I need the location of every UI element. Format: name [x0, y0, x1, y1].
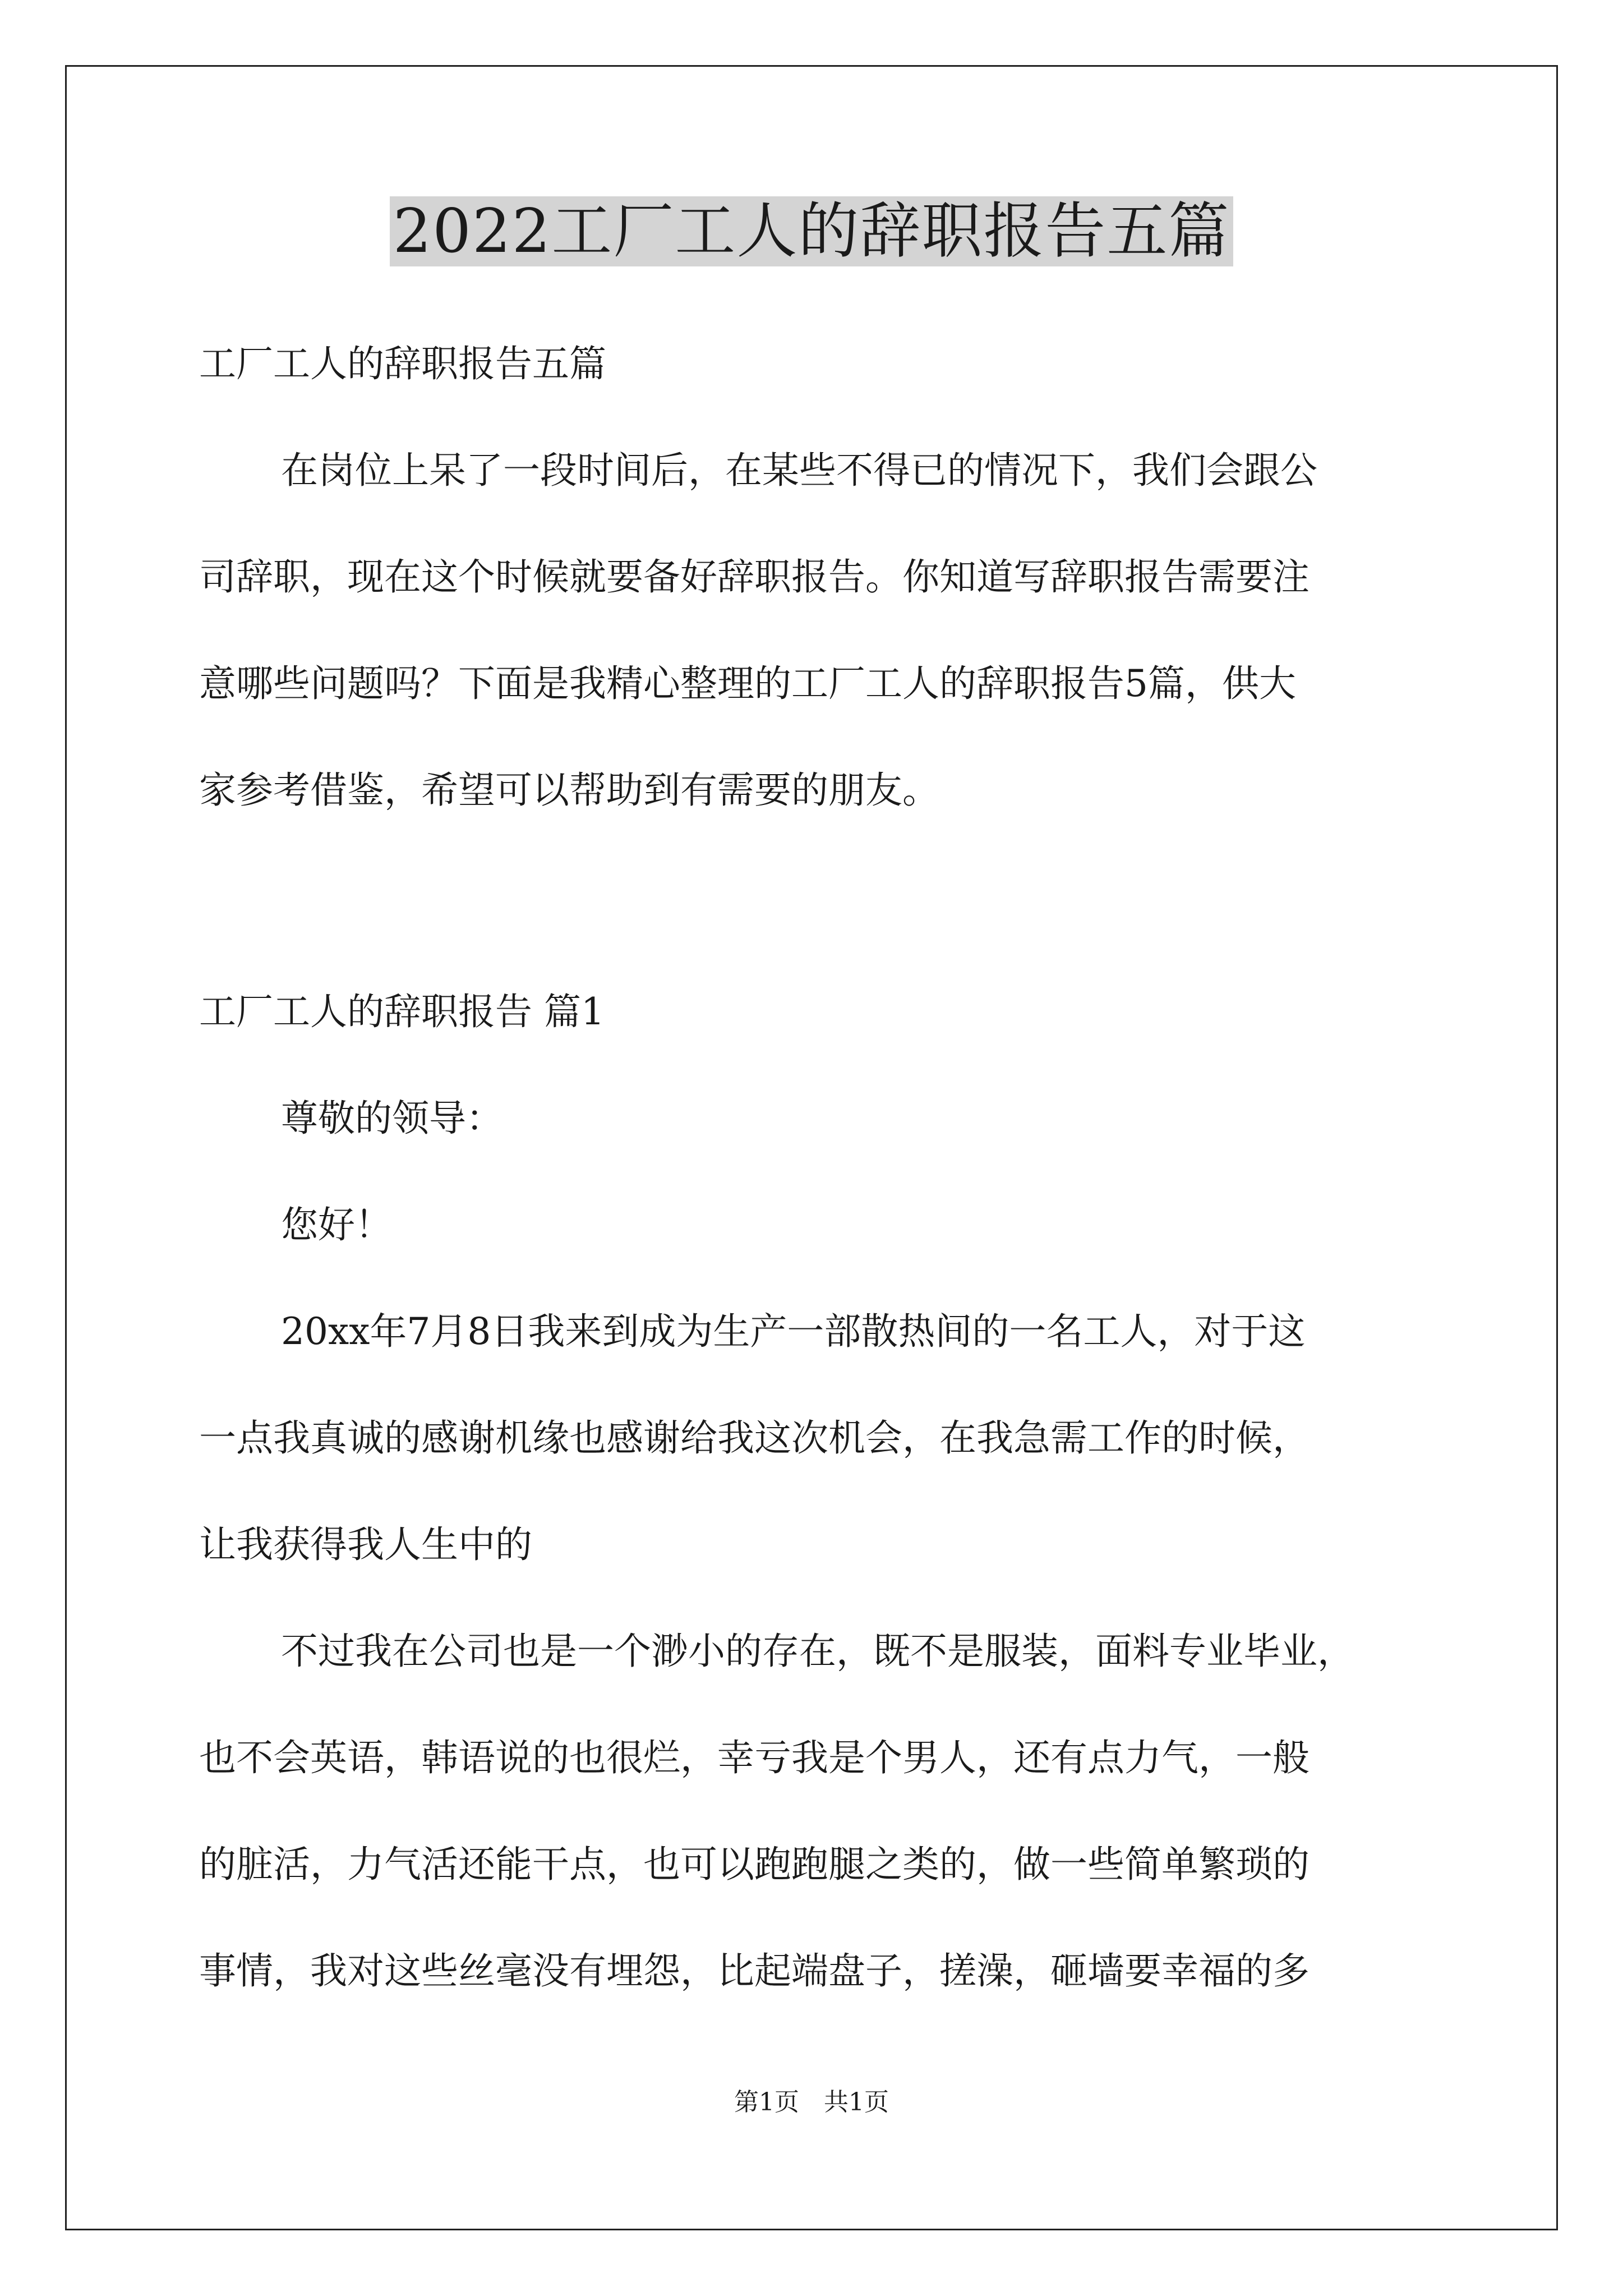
intro-line-3: 意哪些问题吗？下面是我精心整理的工厂工人的辞职报告5篇，供大 [199, 662, 1296, 705]
para1-line-3: 让我获得我人生中的 [199, 1523, 532, 1566]
greeting: 您好！ [281, 1203, 392, 1246]
para1-line-1: 20xx年7月8日我来到成为生产一部散热间的一名工人，对于这 [281, 1310, 1306, 1353]
para2-line-3: 的脏活，力气活还能干点，也可以跑跑腿之类的，做一些简单繁琐的 [199, 1843, 1310, 1886]
para2-line-2: 也不会英语，韩语说的也很烂，幸亏我是个男人，还有点力气，一般 [199, 1736, 1310, 1779]
para2-line-4: 事情，我对这些丝毫没有埋怨，比起端盘子，搓澡，砸墙要幸福的多 [199, 1949, 1310, 1993]
para1-line-2: 一点我真诚的感谢机缘也感谢给我这次机会，在我急需工作的时候， [199, 1416, 1310, 1460]
document-title [0, 190, 1623, 274]
salutation: 尊敬的领导： [281, 1097, 503, 1140]
intro-line-2: 司辞职，现在这个时候就要备好辞职报告。你知道写辞职报告需要注 [199, 555, 1310, 599]
subtitle: 工厂工人的辞职报告五篇 [199, 342, 606, 385]
document-title-text: 2022工厂工人的辞职报告五篇 [390, 196, 1234, 266]
intro-line-1: 在岗位上呆了一段时间后，在某些不得已的情况下，我们会跟公 [281, 449, 1317, 492]
page-footer: 第1页 共1页 [734, 2088, 889, 2116]
intro-line-4: 家参考借鉴，希望可以帮助到有需要的朋友。 [199, 769, 939, 812]
para2-line-1: 不过我在公司也是一个渺小的存在，既不是服装，面料专业毕业， [281, 1630, 1354, 1673]
section-heading: 工厂工人的辞职报告 篇1 [199, 990, 605, 1033]
